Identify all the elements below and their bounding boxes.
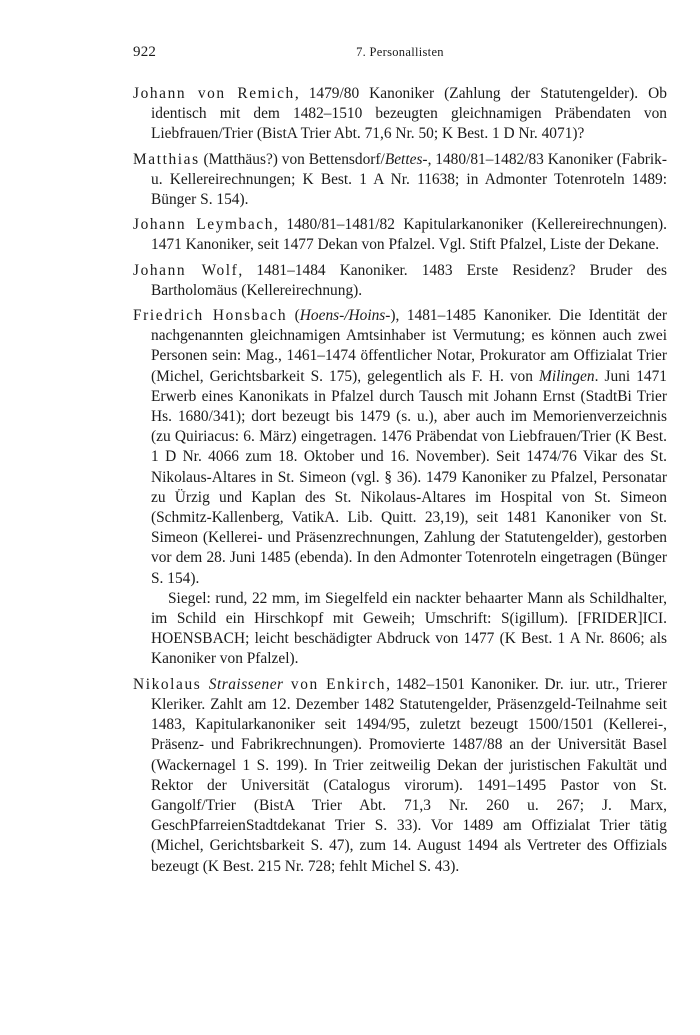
person-name: Johann von Remich <box>133 85 295 102</box>
running-head: 7. Personallisten <box>356 45 444 59</box>
entry-friedrich-honsbach <box>133 306 667 670</box>
person-name: Friedrich Honsbach <box>133 307 288 325</box>
entry-text: , 1479/80 Kanoniker (Zahlung der Statutengelder). Ob identisch mit dem 1482–1510 bezeugten gleichnamigen Präbendaten von Liebfrauen/Trier (BistA Trier Abt. 71,6 Nr. 50; K Best. 1 D Nr. 4071)? <box>151 85 667 143</box>
entry-text: (Matthäus?) von Bettensdorf/Bettes-, 1480/81–1482/83 Kanoniker (Fabrik- u. Kellereirechnungen; K Best. 1 A Nr. 11638; in Admonter Totenroteln 1489: Bünger S. 154). <box>151 150 668 209</box>
entry-text: , 1481–1484 Kanoniker. 1483 Erste Residenz? Bruder des Bartholomäus (Kellereirechnung). <box>151 261 667 299</box>
entry-johann-wolf <box>133 261 667 301</box>
page-body <box>133 84 667 882</box>
person-name: Matthias <box>133 150 200 168</box>
entry-matthias <box>133 150 667 211</box>
person-name: Nikolaus Straissener von Enkirch <box>133 675 387 693</box>
page-header <box>133 44 667 64</box>
page-number: 922 <box>133 44 157 60</box>
entry-nikolaus-straissener <box>133 675 667 877</box>
entry-johann-leymbach <box>133 215 667 255</box>
entry-johann-von-remich <box>133 84 667 145</box>
person-name: Johann Leymbach <box>133 216 275 234</box>
entry-text: , 1480/81–1481/82 Kapitularkanoniker (Kellereirechnungen). 1471 Kanoniker, seit 1477 Dekan von Pfalzel. Vgl. Stift Pfalzel, Liste der Dekane. <box>151 216 667 254</box>
entry-text: , 1482–1501 Kanoniker. Dr. iur. utr., Trierer Kleriker. Zahlt am 12. Dezember 1482 Statutengelder, Präsenzgeld-Teilnahme seit 1483, Kapitularkanoniker seit 1494/95, zuletzt bezeugt 1500/1501 (Kellerei-, Präsenz- und Fabrikrechnungen). Promovierte 1487/88 an der Universität Basel (Wackernagel 1 S. 199). In Trier zeitweilig Dekan der juristischen Fakultät und Rektor der Universität (Catalogus virorum). 1491–1495 Pastor von St. Gangolf/Trier (BistA Trier Abt. 71,3 Nr. 260 u. 267; J. Marx, GeschPfarreienStadtdekanat Trier S. 33). Vor 1489 am Offizialat Trier tätig (Michel, Gerichtsbarkeit S. 47), zum 14. August 1494 als Vertreter des Offizials bezeugt (K Best. 215 Nr. 728; fehlt Michel S. 43). <box>151 675 667 875</box>
entry-text: (Hoens-/Hoins-), 1481–1485 Kanoniker. Die Identität der nachgenannten gleichnamigen Amtsinhaber ist Vermutung; es können auch zwei Personen sein: Mag., 1461–1474 öffentlicher Notar, Prokurator am Offizialat Trier (Michel, Gerichtsbarkeit S. 175), gelegentlich als F. H. von Milingen. Juni 1471 Erwerb eines Kanonikats in Pfalzel durch Tausch mit Johann Ernst (StadtBi Trier Hs. 1680/341); dort bezeugt bis 1479 (s. u.), aber auch im Memorienverzeichnis (zu Quiriacus: 6. März) eingetragen. 1476 Präbendat von Liebfrauen/Trier (K Best. 1 D Nr. 4066 zum 18. Oktober und 16. November). Seit 1474/76 Vikar des St. Nikolaus-Altares in St. Simeon (vgl. § 36). 1479 Kanoniker zu Pfalzel, Personatar zu Ürzig und Kaplan des St. Nikolaus-Altares im Hospital von St. Simeon (Schmitz-Kallenberg, VatikA. Lib. Quitt. 23,19), seit 1481 Kanoniker von St. Simeon (Kellerei- und Präsenzrechnungen, Zahlung der Statutengelder), gestorben vor dem 28. Juni 1485 (ebenda). In den Admonter Totenroteln eingetragen (Bünger S. 154). <box>151 307 668 587</box>
person-name: Johann Wolf <box>133 261 239 279</box>
seal-description: Siegel: rund, 22 mm, im Siegelfeld ein nackter behaarter Mann als Schildhalter, im Schild ein Hirschkopf mit Geweih; Umschrift: S(igillum). [FRIDER]ICI. HOENSBACH; leicht beschädigter Abdruck von 1477 (K Best. 1 A Nr. 8606; als Kanoniker von Pfalzel). <box>151 589 667 668</box>
